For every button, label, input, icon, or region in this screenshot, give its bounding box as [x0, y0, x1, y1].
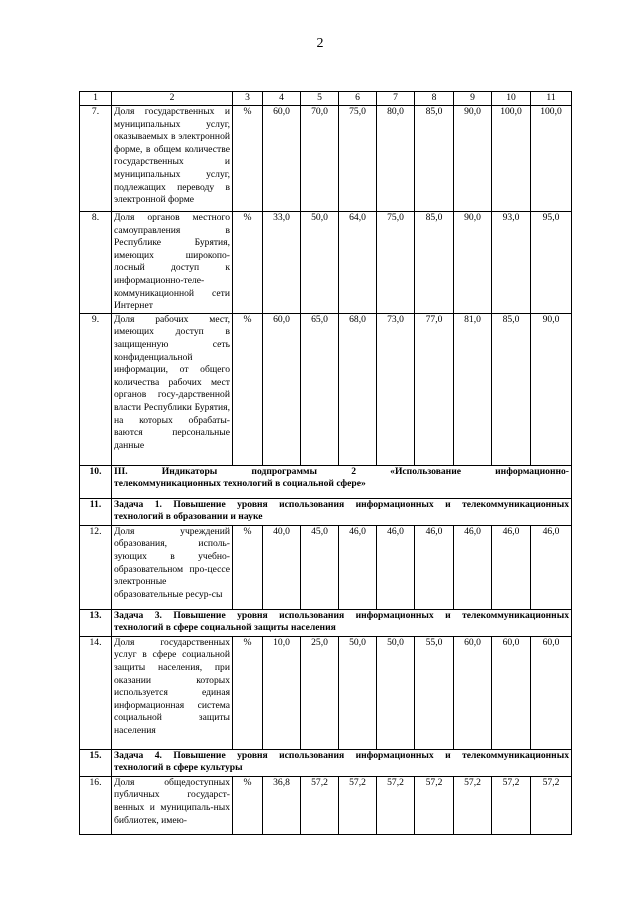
column-number: 7: [377, 92, 415, 106]
column-number: 8: [415, 92, 454, 106]
value-cell: 75,0: [377, 212, 415, 314]
column-number: 10: [492, 92, 531, 106]
value-cell: 10,0: [263, 636, 301, 749]
value-cell: 40,0: [263, 525, 301, 609]
value-cell: 36,8: [263, 776, 301, 834]
section-heading-line: телекоммуникационных технологий в социальной сфере»: [114, 478, 366, 490]
value-cell: 57,2: [301, 776, 339, 834]
value-cell: 81,0: [454, 313, 492, 465]
row-number: 14.: [80, 636, 112, 749]
value-cell: 57,2: [454, 776, 492, 834]
table-row: [80, 212, 572, 314]
indicator-name: Доля государственных и муниципальных услуг, оказываемых в электронной форме, в общем количестве государственных и муниципальных услуг, подлежащих переводу в электронной форме: [112, 106, 233, 212]
row-number: 16.: [80, 776, 112, 834]
column-number: 2: [112, 92, 233, 106]
value-cell: 57,2: [492, 776, 531, 834]
column-number: 3: [233, 92, 263, 106]
value-cell: 60,0: [263, 313, 301, 465]
column-number: 11: [531, 92, 572, 106]
unit-cell: %: [233, 636, 263, 749]
row-number: 11.: [80, 498, 112, 525]
indicator-name: Доля органов местного самоуправления в Республике Бурятия, имеющих широкопо-лосный доступ к информационно-теле-коммуникационной сети Интернет: [112, 212, 233, 314]
value-cell: 70,0: [301, 106, 339, 212]
indicator-name: Доля рабочих мест, имеющих доступ в защищенную сеть конфиденциальной информации, от общего количества рабочих мест органов госу-дарственной власти Республики Бурятия, на которых обрабаты-ваются персональные данные: [112, 313, 233, 465]
section-heading: [112, 749, 572, 776]
section-heading-line: технологий в образовании и науке: [114, 511, 263, 523]
value-cell: 46,0: [454, 525, 492, 609]
value-cell: 57,2: [377, 776, 415, 834]
section-heading: [112, 609, 572, 636]
value-cell: 90,0: [454, 106, 492, 212]
indicator-name: Доля общедоступных публичных государст-венных и муниципаль-ных библиотек, имею-: [112, 776, 233, 834]
column-number: 9: [454, 92, 492, 106]
section-heading-line: Задача 1. Повышение уровня использования информационных и телекоммуникационных: [114, 498, 569, 510]
unit-cell: %: [233, 525, 263, 609]
section-heading-line: Задача 4. Повышение уровня использования информационных и телекоммуникационных: [114, 749, 569, 761]
table-row: [80, 776, 572, 834]
row-number: 8.: [80, 212, 112, 314]
value-cell: 33,0: [263, 212, 301, 314]
indicator-name: Доля учреждений образования, исполь-зующих в учебно-образовательном про-цессе электронные образовательные ресур-сы: [112, 525, 233, 609]
value-cell: 25,0: [301, 636, 339, 749]
value-cell: 100,0: [492, 106, 531, 212]
page-number: 2: [316, 36, 324, 51]
value-cell: 57,2: [415, 776, 454, 834]
value-cell: 80,0: [377, 106, 415, 212]
value-cell: 50,0: [301, 212, 339, 314]
value-cell: 55,0: [415, 636, 454, 749]
section-row: [80, 749, 572, 776]
section-heading: [112, 498, 572, 525]
column-number: 6: [339, 92, 377, 106]
table-body: [80, 92, 572, 835]
value-cell: 75,0: [339, 106, 377, 212]
value-cell: 46,0: [377, 525, 415, 609]
value-cell: 65,0: [301, 313, 339, 465]
value-cell: 64,0: [339, 212, 377, 314]
value-cell: 57,2: [339, 776, 377, 834]
row-number: 12.: [80, 525, 112, 609]
value-cell: 90,0: [454, 212, 492, 314]
value-cell: 90,0: [531, 313, 572, 465]
value-cell: 46,0: [339, 525, 377, 609]
section-row: [80, 498, 572, 525]
row-number: 13.: [80, 609, 112, 636]
value-cell: 45,0: [301, 525, 339, 609]
row-number: 9.: [80, 313, 112, 465]
value-cell: 85,0: [415, 106, 454, 212]
table-row: [80, 636, 572, 749]
value-cell: 85,0: [492, 313, 531, 465]
value-cell: 95,0: [531, 212, 572, 314]
section-heading-line: III. Индикаторы подпрограммы 2 «Использование информационно-: [114, 465, 569, 477]
value-cell: 93,0: [492, 212, 531, 314]
section-heading-line: технологий в сфере социальной защиты населения: [114, 622, 336, 634]
unit-cell: %: [233, 313, 263, 465]
row-number: 15.: [80, 749, 112, 776]
unit-cell: %: [233, 776, 263, 834]
value-cell: 46,0: [492, 525, 531, 609]
value-cell: 60,0: [531, 636, 572, 749]
section-heading: [112, 465, 572, 498]
column-number: 5: [301, 92, 339, 106]
section-row: [80, 465, 572, 498]
section-heading-line: технологий в сфере культуры: [114, 762, 243, 774]
column-number-row: [80, 92, 572, 106]
value-cell: 50,0: [377, 636, 415, 749]
value-cell: 60,0: [263, 106, 301, 212]
indicator-name: Доля государственных услуг в сфере социальной защиты населения, при оказании которых используется единая информационная система социальной защиты населения: [112, 636, 233, 749]
value-cell: 60,0: [454, 636, 492, 749]
value-cell: 100,0: [531, 106, 572, 212]
value-cell: 68,0: [339, 313, 377, 465]
table-row: [80, 106, 572, 212]
row-number: 10.: [80, 465, 112, 498]
value-cell: 46,0: [415, 525, 454, 609]
value-cell: 60,0: [492, 636, 531, 749]
unit-cell: %: [233, 212, 263, 314]
value-cell: 73,0: [377, 313, 415, 465]
section-heading-line: Задача 3. Повышение уровня использования информационных и телекоммуникационных: [114, 609, 569, 621]
table-row: [80, 313, 572, 465]
value-cell: 46,0: [531, 525, 572, 609]
row-number: 7.: [80, 106, 112, 212]
value-cell: 57,2: [531, 776, 572, 834]
column-number: 4: [263, 92, 301, 106]
unit-cell: %: [233, 106, 263, 212]
value-cell: 50,0: [339, 636, 377, 749]
table-row: [80, 525, 572, 609]
value-cell: 85,0: [415, 212, 454, 314]
column-number: 1: [80, 92, 112, 106]
section-row: [80, 609, 572, 636]
indicators-table: [79, 91, 572, 835]
value-cell: 77,0: [415, 313, 454, 465]
